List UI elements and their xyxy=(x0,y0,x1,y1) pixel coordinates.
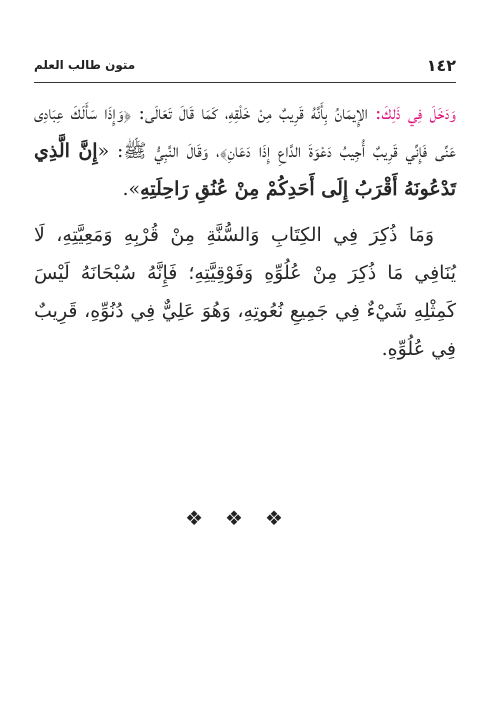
section-heading: وَدَخَلَ فِي ذَلِكَ: xyxy=(375,102,456,124)
section-separator: ❖❖❖ xyxy=(185,506,305,530)
paragraph-1-text: الإِيمَانُ بِأَنَّهُ قَرِيبٌ مِنْ خَلْقِهِ، كَمَا قَالَ تَعَالَى: ﴿وَإِذَا سَأَلَكَ عِبَادِى عَنِّى فَإِنِّي قَرِيبٌ أُجِيبُ دَعْوَةَ الدَّاعِ إِذَا دَعَانِ﴾، وَقَالَ النَّبِيُّ ﷺ: « xyxy=(34,102,456,162)
paragraph-2: وَمَا ذُكِرَ فِي الكِتَابِ وَالسُّنَّةِ مِنْ قُرْبِهِ وَمَعِيَّتِهِ، لَا يُنَافِي مَا ذُكِرَ مِنْ عُلُوِّهِ وَفَوْقِيَّتِهِ؛ فَإِنَّهُ سُبْحَانَهُ لَيْسَ كَمِثْلِهِ شَيْءٌ فِي جَمِيعِ نُعُوتِهِ، وَهُوَ عَلِيٌّ فِي دُنُوِّهِ، قَرِيبٌ فِي عُلُوِّهِ. xyxy=(34,224,456,360)
page-body xyxy=(34,94,456,368)
paragraph-1 xyxy=(34,94,456,208)
hadith-text: إِنَّ الَّذِي تَدْعُونَهُ أَقْرَبُ إِلَى أَحَدِكُمْ مِنْ عُنُقِ رَاحِلَتِهِ xyxy=(34,140,456,200)
page-number: ١٤٢ xyxy=(426,56,456,75)
paragraph-1-closing: ». xyxy=(122,178,141,200)
header-rule xyxy=(34,82,456,83)
book-title: متون طالب العلم xyxy=(34,58,136,72)
page-header xyxy=(34,56,456,84)
